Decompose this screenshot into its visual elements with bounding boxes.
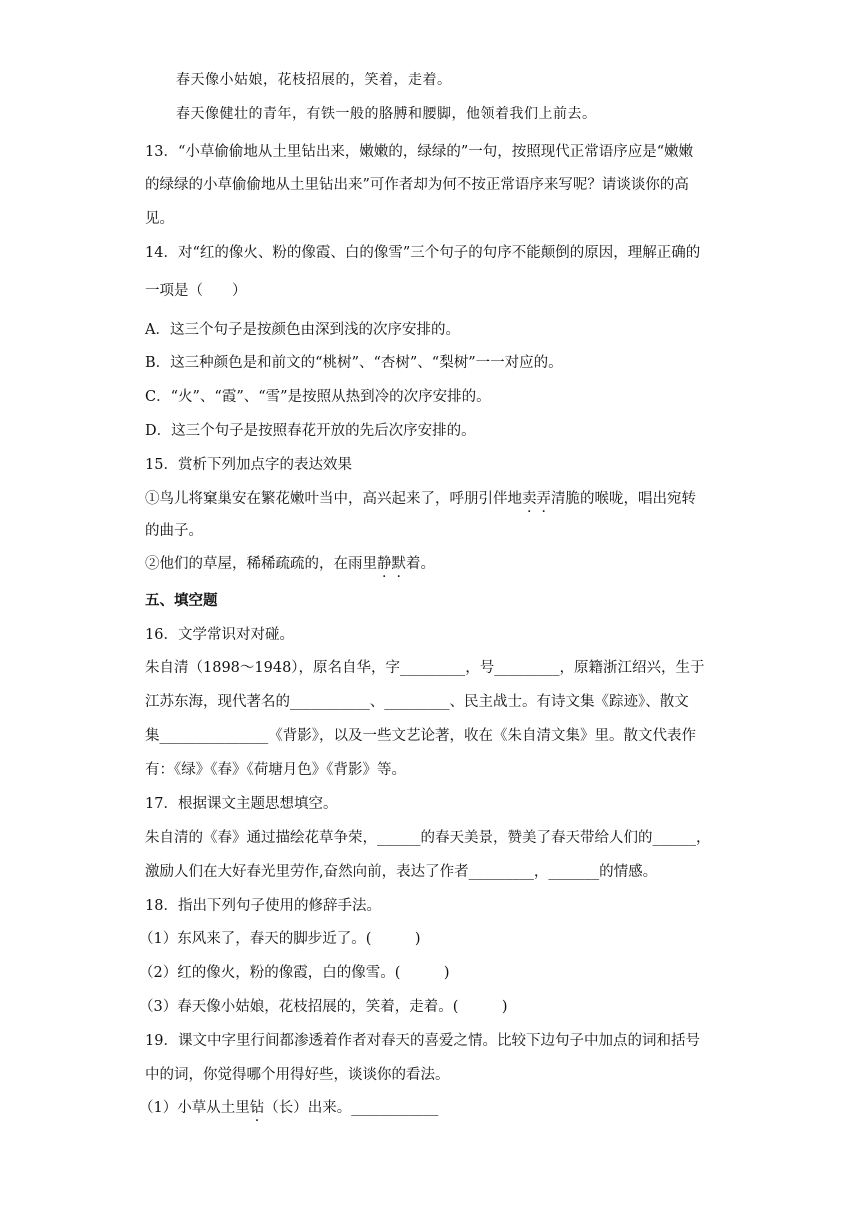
q17-line-1: 朱自清的《春》通过描绘花草争荣，______的春天美景，赞美了春天带给人们的______， [145,830,711,846]
q15-sentence-1 [145,489,696,509]
q19-item-1-post: （长）出来。____________ [264,1100,439,1116]
q18-item-3: （3）春天像小姑娘，花枝招展的，笑着，走着。( ) [139,999,508,1015]
q15-s2-post: 着。 [406,556,435,572]
q18-item-1: （1）东风来了，春天的脚步近了。( ) [139,931,421,947]
q15-s1-pre: ①鸟儿将窠巢安在繁花嫩叶当中，高兴起来了，呼朋引伴地 [145,491,522,507]
q14-option-b: B．这三种颜色是和前文的“桃树”、“杏树”、“梨树”一一对应的。 [145,355,563,371]
q15-dotted-char: 卖 [522,491,537,507]
q15-title: 15．赏析下列加点字的表达效果 [145,457,352,473]
q15-s2-pre: ②他们的草屋，稀稀疏疏的，在雨里 [145,556,377,572]
q17-line-2: 激励人们在大好春光里劳作,奋然向前，表达了作者_________，_______的情感。 [145,864,658,880]
q19-item-1-pre: （1）小草从土里 [139,1100,250,1116]
q13-line-3: 见。 [145,211,174,227]
q15-sentence-2 [145,554,435,574]
q14-option-d: D．这三个句子是按照春花开放的先后次序安排的。 [145,423,476,439]
q15-s1-post: 清脆的喉咙，唱出宛转 [551,491,696,507]
q16-line-1: 朱自清（1898～1948），原名自华，字_________，号_________，原籍浙江绍兴，生于 [145,660,705,676]
q15-dotted-char: 静 [377,556,392,572]
q16-title: 16．文学常识对对碰。 [145,627,294,643]
q13-line-1: 13．“小草偷偷地从土里钻出来，嫩嫩的，绿绿的”一句，按照现代正常语序应是“嫩嫩 [145,144,694,160]
q19-line-2: 中的词，你觉得哪个用得好些，谈谈你的看法。 [145,1067,450,1083]
q14-option-a: A．这三个句子是按颜色由深到浅的次序安排的。 [145,322,460,338]
q14-line-1: 14．对“红的像火、粉的像霞、白的像雪”三个句子的句序不能颠倒的原因，理解正确的 [145,245,701,261]
q17-title: 17．根据课文主题思想填空。 [145,796,338,812]
q15-sentence-1-cont: 的曲子。 [145,523,203,539]
q14-line-2: 一项是（ ） [145,283,247,299]
poem-line-2: 春天像健壮的青年，有铁一般的胳膊和腰脚，他领着我们上前去。 [176,106,597,122]
q18-item-2: （2）红的像火，粉的像霞，白的像雪。( ) [139,965,450,981]
q19-line-1: 19．课文中字里行间都渗透着作者对春天的喜爱之情。比较下边句子中加点的词和括号 [145,1033,700,1049]
q15-dotted-char: 默 [391,556,406,572]
q16-line-3: 集_______________《背影》，以及一些文艺论著，收在《朱自清文集》里。散文代表作 [145,728,696,744]
q13-line-2: 的绿绿的小草偷偷地从土里钻出来”可作者却为何不按正常语序来写呢？请谈谈你的高 [145,177,689,193]
q18-title: 18．指出下列句子使用的修辞手法。 [145,898,381,914]
poem-line-1: 春天像小姑娘，花枝招展的，笑着，走着。 [176,72,452,88]
q15-dotted-char: 弄 [536,491,551,507]
q19-dotted-char: 钻 [249,1100,265,1116]
q16-line-2: 江苏东海，现代著名的___________、_________、民主战士。有诗文集《踪迹》、散文 [145,694,689,710]
section-title: 五、填空题 [145,593,218,609]
q19-item-1 [139,1098,438,1118]
q16-line-4: 有：《绿》《春》《荷塘月色》《背影》等。 [145,762,406,778]
q14-option-c: C．“火”、“霞”、“雪”是按照从热到冷的次序安排的。 [145,389,491,405]
